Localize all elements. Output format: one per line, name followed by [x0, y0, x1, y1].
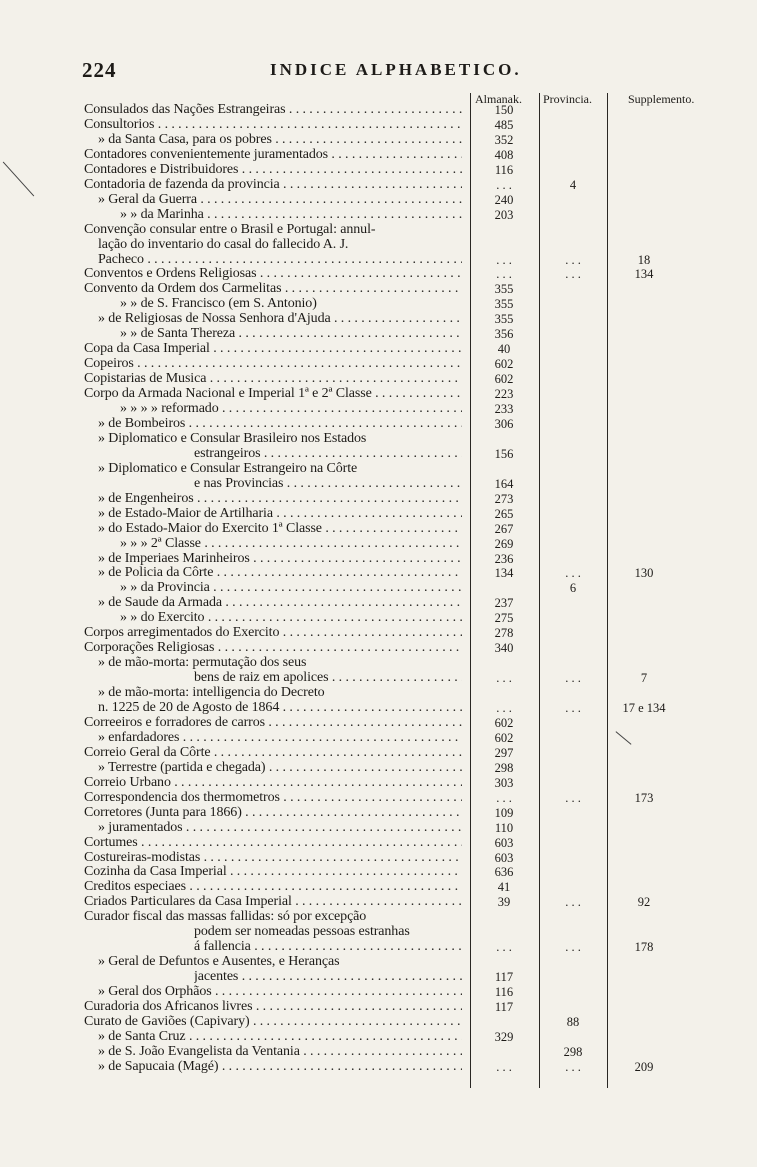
index-term: » » de S. Francisco (em S. Antonio) [120, 297, 317, 312]
index-term: » » » » reformado . . . [120, 402, 462, 416]
index-entry [0, 671, 757, 685]
index-term: Consultorios . . . [84, 118, 462, 132]
index-term: » » » 2ª Classe . . . [120, 537, 462, 551]
index-entry [0, 208, 757, 222]
index-entry [0, 821, 757, 835]
page-ref-almanak: . . . [496, 701, 512, 715]
index-term: Costureiras-modistas . . . [84, 851, 462, 865]
index-entry [0, 611, 757, 625]
page-ref-provincia: 298 [563, 1044, 583, 1059]
index-entry [0, 223, 757, 237]
index-term: » de Estado-Maior de Artilharia . . . [98, 507, 462, 521]
column-header-provincia: Provincia. [543, 92, 592, 106]
page-ref-provincia: . . . [565, 701, 581, 715]
index-entry [0, 178, 757, 192]
index-term: Contadores e Distribuidores . . . [84, 163, 462, 177]
page-ref-almanak: 602 [494, 372, 514, 387]
index-term: Pacheco . . . [98, 253, 462, 267]
index-term: jacentes . . . [194, 970, 462, 984]
page-ref-almanak: . . . [496, 790, 512, 805]
page-ref-almanak: 356 [494, 327, 514, 342]
index-entry [0, 1000, 757, 1014]
index-entry [0, 1015, 757, 1029]
index-entry [0, 955, 757, 969]
page-title: INDICE ALPHABETICO. [270, 60, 522, 79]
index-entry [0, 267, 757, 281]
page-ref-almanak: 265 [494, 506, 514, 521]
index-entry [0, 910, 757, 924]
index-entry [0, 566, 757, 580]
index-term: » de Religiosas de Nossa Senhora d'Ajuda . . . [98, 312, 462, 326]
index-term: estrangeiros . . . [194, 447, 462, 461]
index-entry [0, 402, 757, 416]
page-ref-supplemento: 178 [634, 940, 654, 955]
page-ref-almanak: 297 [494, 745, 514, 760]
page-ref-almanak: 236 [494, 551, 514, 566]
page-ref-almanak: . . . [496, 267, 512, 282]
index-term: Curato de Gaviões (Capivary) . . . [84, 1015, 462, 1029]
index-term: lação do inventario do casal do fallecido A. J. [98, 237, 349, 252]
index-entry [0, 238, 757, 252]
index-entry [0, 253, 757, 267]
index-term: » Geral de Defuntos e Ausentes, e Heranças [98, 955, 340, 970]
index-entry [0, 193, 757, 207]
index-entry [0, 776, 757, 790]
index-entry [0, 417, 757, 431]
page-ref-almanak: 269 [494, 536, 514, 551]
index-term: Corpo da Armada Nacional e Imperial 1ª e 2ª Classe . . . [84, 387, 462, 401]
page-ref-almanak: 164 [494, 476, 514, 491]
page-ref-almanak: 109 [494, 805, 514, 820]
index-term: » de mão-morta: permutação dos seus [98, 656, 307, 671]
index-term: Copistarias de Musica . . . [84, 372, 462, 386]
index-entry [0, 940, 757, 954]
index-entry [0, 1045, 757, 1059]
page-ref-almanak: 485 [494, 117, 514, 132]
index-term: podem ser nomeadas pessoas estranhas [194, 925, 410, 940]
index-entry [0, 836, 757, 850]
page-ref-almanak: 40 [497, 342, 511, 357]
index-term: Correspondencia dos thermometros . . . [84, 791, 462, 805]
index-entry [0, 1060, 757, 1074]
index-entry [0, 746, 757, 760]
page-ref-almanak: 156 [494, 446, 514, 461]
page-ref-almanak: 303 [494, 775, 514, 790]
index-term: Contadoria de fazenda da provincia . . . [84, 178, 462, 192]
index-term: Consulados das Nações Estrangeiras . . . [84, 103, 462, 117]
page-ref-supplemento: 130 [634, 566, 654, 581]
index-entry [0, 492, 757, 506]
page-ref-almanak: . . . [496, 252, 512, 267]
page-ref-provincia: 4 [569, 177, 577, 192]
page-ref-almanak: 355 [494, 282, 514, 297]
page-ref-supplemento: 92 [637, 895, 651, 910]
index-entry [0, 432, 757, 446]
index-entry [0, 327, 757, 341]
index-entry [0, 656, 757, 670]
page-ref-supplemento: 209 [634, 1059, 654, 1074]
page-ref-almanak: 117 [494, 970, 514, 985]
index-term: » enfardadores . . . [98, 731, 462, 745]
index-term: » » de Santa Thereza . . . [120, 327, 462, 341]
page-ref-almanak: 603 [494, 835, 514, 850]
index-entry [0, 626, 757, 640]
page-ref-almanak: 278 [494, 626, 514, 641]
index-term: Correeiros e forradores de carros . . . [84, 716, 462, 730]
index-entry [0, 118, 757, 132]
index-entry [0, 925, 757, 939]
index-entry [0, 716, 757, 730]
index-entry [0, 462, 757, 476]
page-ref-supplemento: 17 e 134 [622, 701, 666, 715]
page-ref-almanak: 602 [494, 715, 514, 730]
index-term: » de Imperiaes Marinheiros . . . [98, 552, 462, 566]
page-ref-provincia: . . . [565, 252, 581, 267]
index-entry [0, 282, 757, 296]
index-term: » » da Provincia . . . [120, 581, 462, 595]
page-ref-almanak: . . . [496, 1059, 512, 1074]
page-ref-provincia: . . . [565, 1059, 581, 1074]
page-ref-provincia: 6 [569, 581, 577, 596]
page-ref-almanak: 408 [494, 147, 514, 162]
index-term: Curadoria dos Africanos livres . . . [84, 1000, 462, 1014]
index-entry [0, 477, 757, 491]
index-term: Conventos e Ordens Religiosas . . . [84, 267, 462, 281]
index-entry [0, 342, 757, 356]
index-entry [0, 507, 757, 521]
index-term: » » do Exercito . . . [120, 611, 462, 625]
page-ref-almanak: 203 [494, 207, 514, 222]
index-entry [0, 312, 757, 326]
index-entry [0, 985, 757, 999]
index-entry [0, 537, 757, 551]
page-ref-almanak: 223 [494, 387, 514, 402]
index-term: bens de raiz em apolices . . . [194, 671, 462, 685]
index-term: » Terrestre (partida e chegada) . . . [98, 761, 462, 775]
page-ref-almanak: 39 [497, 895, 511, 910]
index-entry [0, 163, 757, 177]
index-term: Criados Particulares da Casa Imperial . . . [84, 895, 462, 909]
page-ref-almanak: 240 [494, 192, 514, 207]
page-ref-provincia: . . . [565, 940, 581, 955]
column-header-almanak: Almanak. [475, 92, 522, 106]
page-ref-almanak: 150 [494, 103, 514, 117]
index-term: » de Engenheiros . . . [98, 492, 462, 506]
page-ref-provincia: . . . [565, 566, 581, 581]
page-ref-almanak: 110 [494, 820, 514, 835]
index-term: Correio Urbano . . . [84, 776, 462, 790]
page-ref-almanak: 355 [494, 312, 514, 327]
index-entry [0, 761, 757, 775]
index-term: » de Saude da Armada . . . [98, 596, 462, 610]
page-ref-almanak: . . . [496, 940, 512, 955]
index-entry [0, 372, 757, 386]
page-ref-almanak: 267 [494, 521, 514, 536]
index-entry [0, 895, 757, 909]
page-ref-almanak: 275 [494, 611, 514, 626]
index-term: » » da Marinha . . . [120, 208, 462, 222]
index-term: Convenção consular entre o Brasil e Portugal: annul- [84, 222, 376, 237]
page-ref-provincia: . . . [565, 895, 581, 910]
index-term: Cortumes . . . [84, 836, 462, 850]
index-entry [0, 596, 757, 610]
index-term: » Diplomatico e Consular Estrangeiro na Côrte [98, 461, 358, 476]
page-ref-almanak: 116 [494, 162, 514, 177]
index-entry [0, 970, 757, 984]
index-term: n. 1225 de 20 de Agosto de 1864 . . . [98, 701, 462, 715]
index-term: Copeiros . . . [84, 357, 462, 371]
index-entry [0, 581, 757, 595]
index-entry [0, 806, 757, 820]
page-ref-almanak: 117 [494, 1000, 514, 1014]
index-entry [0, 148, 757, 162]
page-ref-almanak: 603 [494, 850, 514, 865]
index-term: Correio Geral da Côrte . . . [84, 746, 462, 760]
index-term: » de mão-morta: intelligencia do Decreto [98, 686, 325, 701]
page-ref-almanak: . . . [496, 177, 512, 192]
index-term: » de Sapucaia (Magé) . . . [98, 1060, 462, 1074]
page-ref-provincia: . . . [565, 671, 581, 686]
index-entry [0, 103, 757, 117]
index-entry [0, 731, 757, 745]
index-term: » Geral dos Orphãos . . . [98, 985, 462, 999]
page-ref-almanak: 134 [494, 566, 514, 581]
index-term: » de S. João Evangelista da Ventania . . . [98, 1045, 462, 1059]
index-term: » da Santa Casa, para os pobres . . . [98, 133, 462, 147]
index-entry [0, 701, 757, 715]
index-entry [0, 447, 757, 461]
index-entry [0, 387, 757, 401]
index-term: Copa da Casa Imperial . . . [84, 342, 462, 356]
index-entry [0, 865, 757, 879]
page-ref-almanak: 237 [494, 596, 514, 611]
page-ref-almanak: 352 [494, 132, 514, 147]
index-term: Curador fiscal das massas fallidas: só por excepção [84, 910, 367, 925]
index-term: » de Santa Cruz . . . [98, 1030, 462, 1044]
index-term: Contadores convenientemente juramentados . . . [84, 148, 462, 162]
index-entry [0, 357, 757, 371]
page-ref-almanak: 602 [494, 357, 514, 372]
page-ref-almanak: 329 [494, 1029, 514, 1044]
page-ref-almanak: 41 [497, 880, 511, 895]
index-term: Cozinha da Casa Imperial . . . [84, 865, 462, 879]
index-term: á fallencia . . . [194, 940, 462, 954]
index-entry [0, 522, 757, 536]
page-ref-provincia: 88 [566, 1014, 580, 1029]
index-term: » Geral da Guerra . . . [98, 193, 462, 207]
page-ref-supplemento: 134 [634, 267, 654, 282]
page-ref-almanak: 602 [494, 730, 514, 745]
index-term: Creditos especiaes . . . [84, 880, 462, 894]
index-entry [0, 880, 757, 894]
index-entry [0, 297, 757, 311]
column-header-supplemento: Supplemento. [628, 92, 695, 106]
index-term: Corretores (Junta para 1866) . . . [84, 806, 462, 820]
index-term: » de Bombeiros . . . [98, 417, 462, 431]
page-ref-almanak: 298 [494, 760, 514, 775]
page-ref-almanak: 273 [494, 491, 514, 506]
index-term: » do Estado-Maior do Exercito 1ª Classe . . . [98, 522, 462, 536]
index-entry [0, 133, 757, 147]
index-term: » de Policia da Côrte . . . [98, 566, 462, 580]
page-ref-almanak: 340 [494, 641, 514, 656]
index-term: Corpos arregimentados do Exercito . . . [84, 626, 462, 640]
index-entry [0, 552, 757, 566]
page-ref-almanak: . . . [496, 671, 512, 686]
index-term: » juramentados . . . [98, 821, 462, 835]
page-ref-almanak: 233 [494, 402, 514, 416]
page-number: 224 [82, 58, 117, 82]
index-entry [0, 1030, 757, 1044]
page-ref-almanak: 306 [494, 416, 514, 431]
page-ref-provincia: . . . [565, 267, 581, 282]
page-ref-provincia: . . . [565, 790, 581, 805]
index-term: » Diplomatico e Consular Brasileiro nos Estados [98, 431, 367, 446]
index-entry [0, 791, 757, 805]
index-term: Convento da Ordem dos Carmelitas . . . [84, 282, 462, 296]
index-term: e nas Provincias . . . [194, 477, 462, 491]
page-ref-supplemento: 173 [634, 790, 654, 805]
index-entry [0, 686, 757, 700]
index-term: Corporações Religiosas . . . [84, 641, 462, 655]
index-entry [0, 641, 757, 655]
page-ref-supplemento: 7 [640, 671, 648, 686]
page-ref-almanak: 116 [494, 985, 514, 1000]
page-ref-almanak: 636 [494, 865, 514, 880]
index-entry [0, 851, 757, 865]
page-ref-supplemento: 18 [637, 252, 651, 267]
page-ref-almanak: 355 [494, 297, 514, 312]
